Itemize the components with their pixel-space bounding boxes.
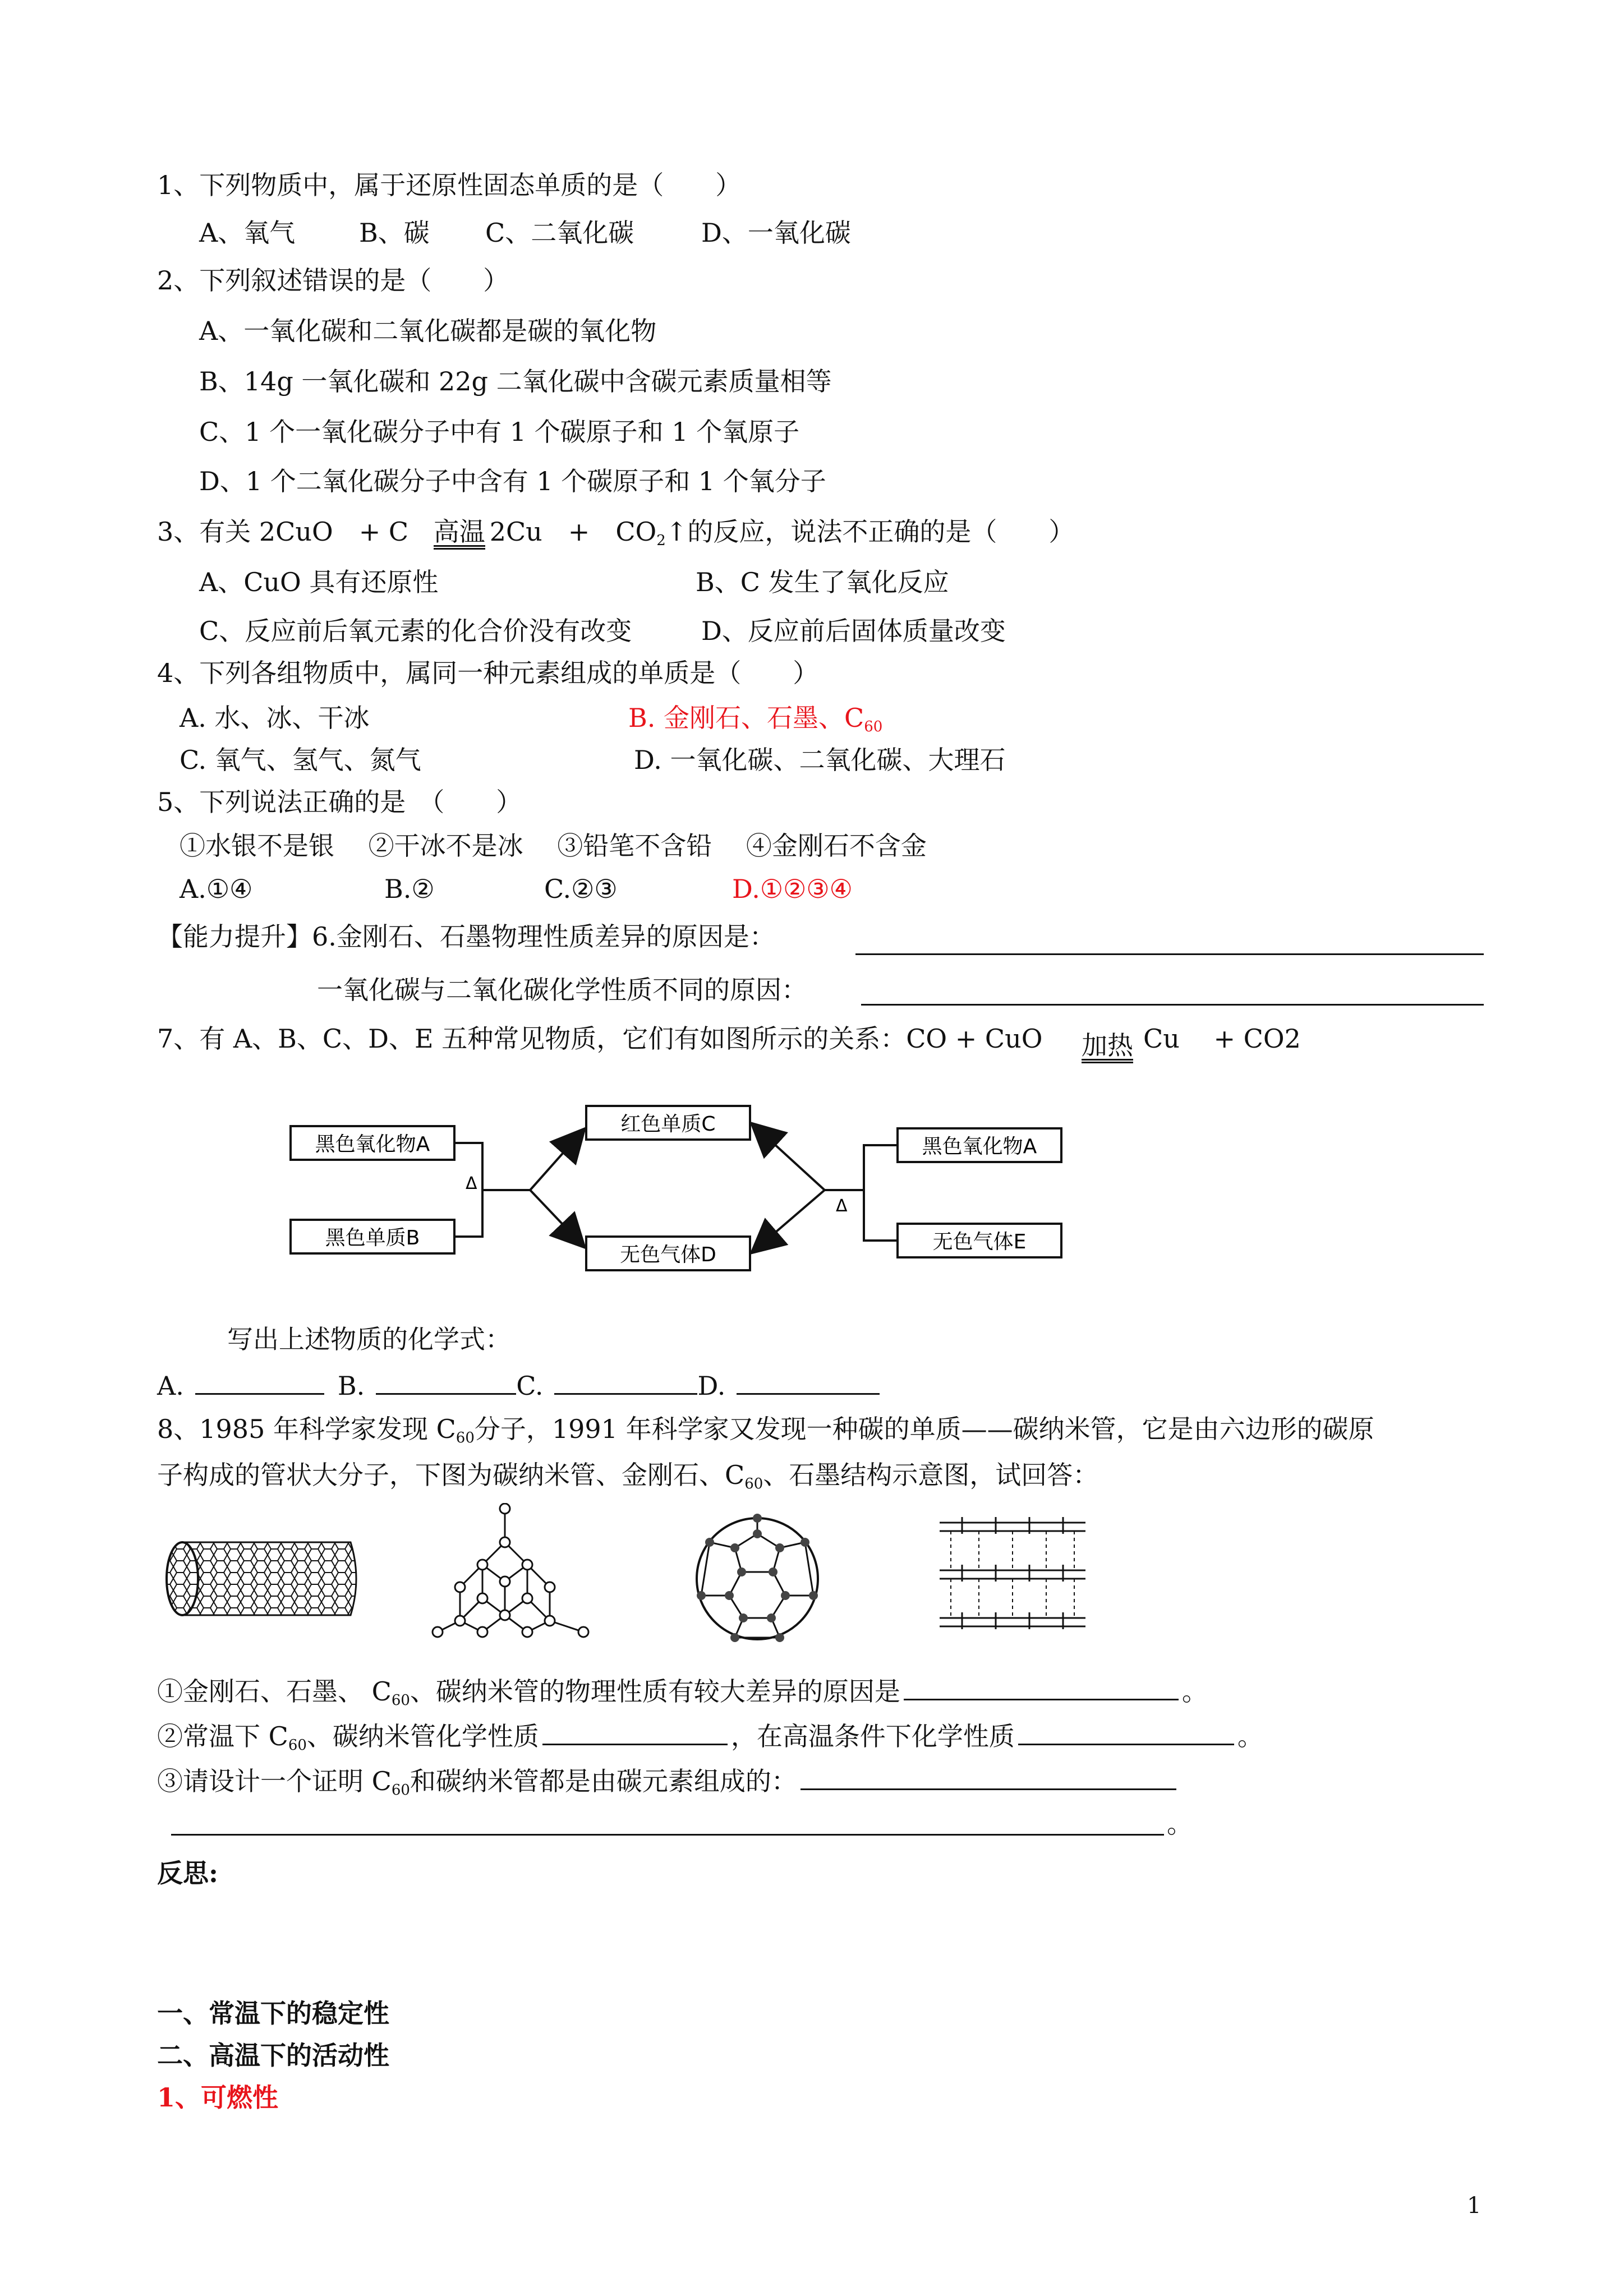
q5-statements: ①水银不是银 ②干冰不是冰 ③铅笔不含铅 ④金刚石不含金 — [180, 831, 927, 861]
q4-stem: 4、下列各组物质中，属同一种元素组成的单质是（ ） — [157, 658, 819, 688]
q1-option-a: A、氧气 — [199, 218, 296, 248]
q1-option-d: D、一氧化碳 — [701, 218, 851, 248]
q8-line2: 子构成的管状大分子，下图为碳纳米管、金刚石、$C_{60}$、石墨结构示意图，试回答： — [157, 1460, 1099, 1492]
q8-sub1: ①金刚石、石墨、 $C_{60}$、碳纳米管的物理性质有较大差异的原因是 。 — [157, 1674, 1208, 1717]
q3-option-d: D、反应前后固体质量改变 — [701, 616, 1006, 646]
q7-tail: Cu + CO2 — [1143, 1023, 1301, 1054]
q5-option-c: C.②③ — [544, 874, 618, 904]
q7-prompt: 写出上述物质的化学式： — [227, 1324, 511, 1354]
svg-text:黑色单质B: 黑色单质B — [325, 1227, 420, 1250]
q3-stem-post: ↑的反应，说法不正确的是（ ） — [665, 517, 1075, 547]
q2-stem: 2、下列叙述错误的是（ ） — [157, 265, 509, 296]
box-red-element-c — [586, 1106, 750, 1140]
q5-option-d: D.①②③④ — [732, 874, 853, 904]
q7-blank-a[interactable] — [195, 1368, 324, 1395]
q8-blank-2[interactable] — [542, 1719, 728, 1745]
summary-line-2: 二、高温下的活动性 — [157, 2040, 389, 2071]
q2-option-a: A、一氧化碳和二氧化碳都是碳的氧化物 — [199, 316, 657, 346]
q8-answer-line[interactable] — [171, 1834, 1164, 1836]
q4-option-d: D. 一氧化碳、二氧化碳、大理石 — [634, 745, 1006, 775]
q1-stem: 1、下列物质中，属于还原性固态单质的是（ ） — [157, 170, 742, 200]
q6-answer-line-2[interactable] — [861, 1004, 1484, 1006]
box-black-element-b — [291, 1220, 454, 1253]
q7-stem — [157, 1022, 1301, 1061]
svg-text:黑色氧化物A: 黑色氧化物A — [922, 1135, 1037, 1158]
svg-text:无色气体D: 无色气体D — [620, 1243, 716, 1266]
q3-option-c: C、反应前后氧元素的化合价没有改变 — [199, 616, 632, 646]
summary-line-3: 1、可燃性 — [157, 2082, 279, 2113]
box-colorless-gas-e — [898, 1224, 1061, 1257]
c60-structure-image — [690, 1511, 825, 1646]
graphite-structure-image — [928, 1509, 1097, 1649]
svg-text:红色单质C: 红色单质C — [620, 1113, 716, 1136]
q7-answers: A. B. C. D. — [157, 1368, 880, 1403]
q4-option-b: B. 金刚石、石墨、$C_{60}$ — [628, 703, 883, 735]
q4-option-c: C. 氧气、氢气、氮气 — [180, 745, 421, 775]
q3-stem-pre: 3、有关 2CuO + C — [157, 517, 409, 547]
q7-stem-text: 7、有 A、B、C、D、E 五种常见物质，它们有如图所示的关系：CO + CuO — [157, 1023, 1043, 1054]
diamond-structure-image — [426, 1503, 606, 1643]
q8-sub2: ②常温下 $C_{60}$、碳纳米管化学性质 ，在高温条件下化学性质 。 — [157, 1719, 1263, 1762]
box-black-oxide-a-left — [291, 1126, 454, 1160]
q7-blank-c[interactable] — [554, 1368, 697, 1395]
q4-option-a: A. 水、冰、干冰 — [180, 703, 370, 733]
carbon-nanotube-image — [160, 1525, 362, 1632]
q2-option-c: C、1 个一氧化碳分子中有 1 个碳原子和 1 个氧原子 — [199, 417, 800, 447]
q7-condition: 加热 — [1082, 1032, 1133, 1063]
q7-blank-b[interactable] — [376, 1368, 516, 1395]
q8-blank-4[interactable] — [801, 1764, 1176, 1790]
q8-sub3-end: 。 — [1167, 1809, 1193, 1839]
q3-option-b: B、C 发生了氧化反应 — [696, 567, 949, 597]
q1-option-c: C、二氧化碳 — [485, 218, 634, 248]
q3-stem-mid: 2Cu + CO — [489, 517, 657, 547]
q8-line1: 8、1985 年科学家发现 $C_{60}$分子，1991 年科学家又发现一种碳的单质——碳纳米管，它是由六边形的碳原 — [157, 1414, 1374, 1446]
q8-blank-3[interactable] — [1018, 1719, 1234, 1745]
svg-text:黑色氧化物A: 黑色氧化物A — [315, 1133, 430, 1156]
q7-relation-diagram — [280, 1099, 1077, 1284]
q8-sub3: ③请设计一个证明 $C_{60}$和碳纳米管都是由碳元素组成的： — [157, 1764, 1180, 1807]
q5-stem: 5、下列说法正确的是 （ ） — [157, 787, 522, 817]
q3-stem — [157, 515, 1074, 557]
reflection-label: 反思: — [157, 1858, 218, 1888]
q3-condition: 高温 — [434, 518, 485, 550]
q5-option-a: A.①④ — [180, 874, 253, 904]
delta-left: Δ — [466, 1174, 477, 1193]
q3-co2-sub: 2 — [656, 532, 666, 549]
q2-option-b: B、14g 一氧化碳和 22g 二氧化碳中含碳元素质量相等 — [199, 366, 832, 397]
box-black-oxide-a-right — [898, 1128, 1061, 1162]
summary-line-1: 一、常温下的稳定性 — [157, 1998, 389, 2028]
q1-option-b: B、碳 — [359, 218, 430, 248]
q3-option-a: A、CuO 具有还原性 — [199, 567, 439, 597]
delta-right: Δ — [836, 1196, 848, 1216]
q7-blank-d[interactable] — [737, 1368, 880, 1395]
q6-answer-line-1[interactable] — [855, 953, 1484, 955]
svg-text:无色气体E: 无色气体E — [932, 1230, 1027, 1253]
box-colorless-gas-d — [586, 1237, 750, 1270]
q8-blank-1[interactable] — [904, 1674, 1179, 1700]
q6-line1: 【能力提升】6.金刚石、石墨物理性质差异的原因是： — [157, 921, 775, 952]
q6-line2: 一氧化碳与二氧化碳化学性质不同的原因： — [317, 975, 807, 1005]
page-number: 1 — [1467, 2193, 1482, 2219]
q2-option-d: D、1 个二氧化碳分子中含有 1 个碳原子和 1 个氧分子 — [199, 466, 826, 496]
q5-option-b: B.② — [384, 874, 435, 904]
